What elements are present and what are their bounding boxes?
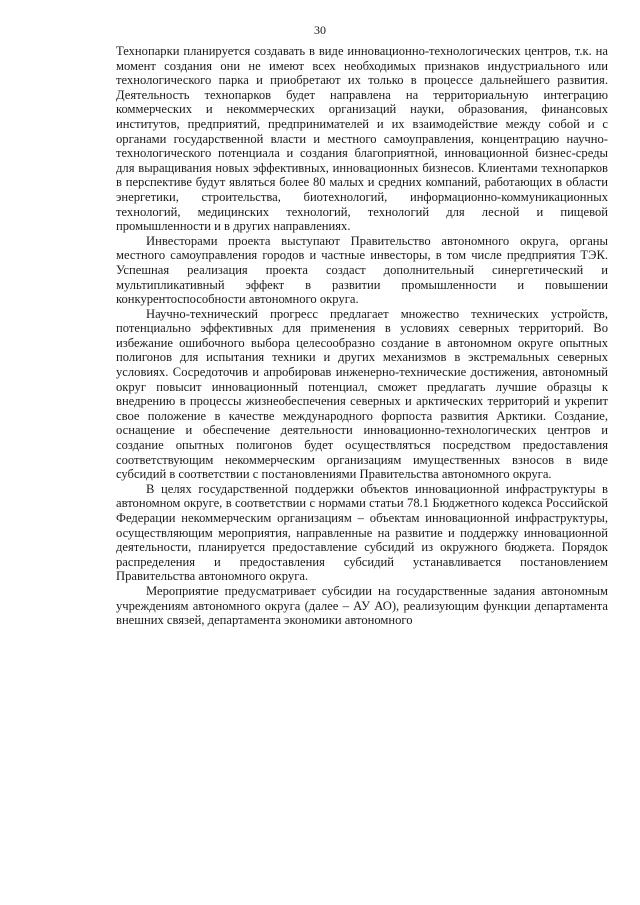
paragraph-state-support: В целях государственной поддержки объектов инновационной инфраструктуры в автономном округе, в соответствии с нормами статьи 78.1 Бюджетного кодекса Российской Федерации некоммерческим организациям – объектам инновационной инфраструктуры, осуществляющим мероприятия, направленные на развитие и поддержку инновационной деятельности, планируется предоставление субсидий из окружного бюджета. Порядок распределения и предоставления субсидий устанавливается постановлением Правительства автономного округа. [116,481,608,584]
paragraph-investors: Инвесторами проекта выступают Правительство автономного округа, органы местного самоуправления городов и частные инвесторы, в том числе предприятия ТЭК. Успешная реализация проекта создаст дополнительный синергетический и мультипликативный эффект в развитии промышленности и повышении конкурентоспособности автономного округа. [116,233,608,307]
paragraph-test-grounds: Научно-технический прогресс предлагает множество технических устройств, потенциально эффективных для применения в условиях северных территорий. Во избежание ошибочного выбора целесообразно создание в автономном округе опытных полигонов для испытания техники и других механизмов в экстремальных северных условиях. Сосредоточив и апробировав инженерно-технические достижения, автономный округ повысит инновационный потенциал, сможет предлагать лучшие образцы к внедрению в процессы жизнеобеспечения северных и арктических территорий и укрепит свое положение в качестве международного форпоста развития Арктики. Создание, оснащение и обеспечение деятельности инновационно-технологических центров и создание опытных полигонов будет осуществляться посредством предоставления соответствующим некоммерческим организациям имущественных взносов в виде субсидий в соответствии с постановлениями Правительства автономного округа. [116,306,608,482]
paragraph-technoparks: Технопарки планируется создавать в виде инновационно-технологических центров, т.к. на момент создания они не имеют всех необходимых признаков индустриального или технологического парка и приобретают их только в процессе дальнейшего развития. Деятельность технопарков будет направлена на территориальную интеграцию коммерческих и некоммерческих организаций науки, образования, финансовых институтов, предприятий, предпринимателей и их взаимодействие между собой и с органами государственной власти и местного самоуправления, концентрацию научно-технологического потенциала и создания благоприятной, инновационной бизнес-среды для выращивания новых эффективных, инновационных бизнесов. Клиентами технопарков в перспективе будут являться более 80 малых и средних компаний, работающих в области энергетики, строительства, биотехнологий, информационно-коммуникационных технологий, медицинских технологий, технологий для лесной и пищевой промышленности и в других направлениях. [116,44,608,234]
paragraph-subsidies: Мероприятие предусматривает субсидии на государственные задания автономным учреждениям автономного округа (далее – АУ АО), реализующим функции департамента внешних связей, департамента экономики автономного [116,583,608,628]
page-number: 30 [314,23,326,37]
document-body [116,44,608,628]
